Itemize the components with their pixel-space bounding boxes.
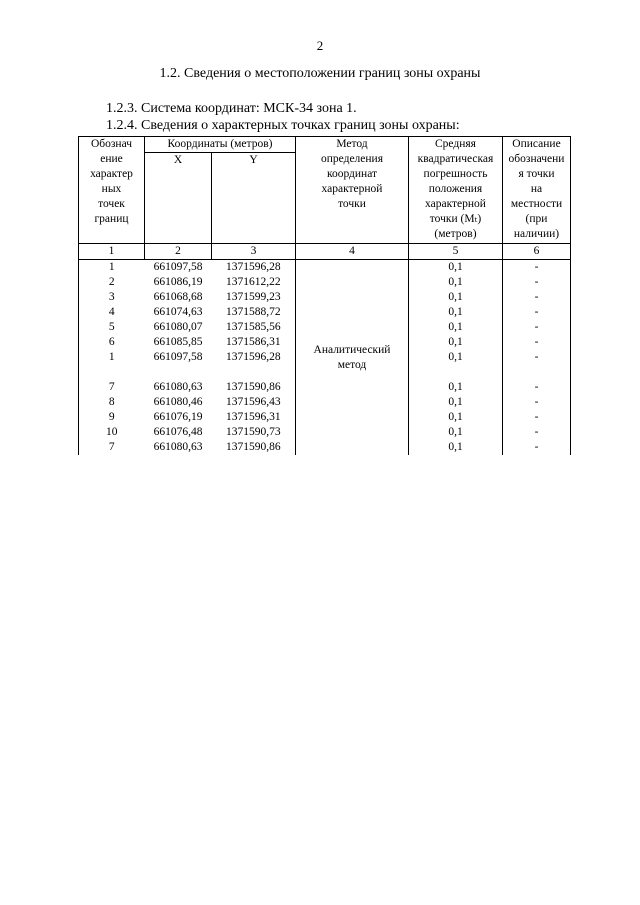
header-line: погрешность [423,168,488,180]
y-cell: 1371599,23 [212,290,296,305]
column-number-3: 3 [212,244,296,260]
header-line: местности [510,198,563,210]
header-line: границ [94,213,129,225]
error-cell: 0,1 [409,350,503,365]
table-body [79,260,571,456]
x-cell: 661076,19 [153,411,203,423]
y-cell: 1371596,43 [212,395,296,410]
description-cell: - [503,260,571,276]
description-cell: - [503,410,571,425]
y-cell: 1371590,73 [212,425,296,440]
description-cell: - [503,350,571,365]
x-cell: 661076,48 [153,426,203,438]
header-line: Описание [512,138,561,150]
y-cell: 1371590,86 [212,380,296,395]
column-number-5: 5 [409,244,503,260]
header-y: Y [212,153,296,244]
x-cell: 661074,63 [153,306,203,318]
header-line: наличии) [513,228,560,240]
error-cell: 0,1 [409,260,503,276]
points-title-line: 1.2.4. Сведения о характерных точках границ зоны охраны: [106,118,460,133]
y-cell: 1371596,31 [212,410,296,425]
error-cell: 0,1 [409,320,503,335]
point-cell: 2 [79,275,145,290]
section-title: 1.2. Сведения о местоположении границ зоны охраны [159,66,481,81]
description-cell: - [503,335,571,350]
header-line: квадратическая [417,153,494,165]
header-line: точек [98,198,125,210]
description-cell: - [503,305,571,320]
header-line: точки (Mₜ) [429,213,482,225]
error-cell: 0,1 [409,410,503,425]
column-number-6: 6 [503,244,571,260]
x-cell: 661080,63 [153,381,203,393]
error-cell: 0,1 [409,305,503,320]
header-line: ных [101,183,122,195]
error-cell: 0,1 [409,380,503,395]
description-cell: - [503,380,571,395]
header-line: координат [326,168,378,180]
header-line: положения [428,183,483,195]
point-cell: 10 [79,425,145,440]
page-number: 2 [316,38,324,53]
error-cell: 0,1 [409,290,503,305]
header-line: Метод [336,138,368,150]
point-cell: 1 [79,260,145,276]
header-line: ение [100,153,123,165]
error-cell: 0,1 [409,440,503,455]
header-method [296,137,409,244]
header-line: обозначени [508,153,565,165]
description-cell: - [503,290,571,305]
column-number-1: 1 [79,244,145,260]
column-number-2: 2 [145,244,212,260]
header-line: на [530,183,543,195]
point-cell: 1 [79,350,145,365]
coord-system-line: 1.2.3. Система координат: МСК-34 зона 1. [106,101,357,116]
header-line: я точки [518,168,555,180]
error-cell: 0,1 [409,395,503,410]
point-cell: 4 [79,305,145,320]
method-line: метод [337,358,367,371]
header-description [503,137,571,244]
y-cell: 1371596,28 [212,260,296,276]
error-cell [409,365,503,380]
header-line: Средняя [435,138,476,150]
header-line: точки [338,198,366,210]
header-x: X [145,153,212,244]
point-cell: 3 [79,290,145,305]
method-line: Аналитический [313,343,391,356]
header-error [409,137,503,244]
point-cell [79,365,145,380]
y-cell [212,365,296,380]
header-coordinates: Координаты (метров) [145,137,296,153]
x-cell: 661080,46 [153,396,203,408]
boundary-points-table [78,136,571,455]
table-row [79,260,571,276]
description-cell [503,365,571,380]
y-cell: 1371586,31 [212,335,296,350]
y-cell: 1371596,28 [212,350,296,365]
description-cell: - [503,395,571,410]
column-numbers-row [79,244,571,260]
header-line: характерной [425,198,486,210]
header-line: Обознач [90,138,133,150]
y-cell: 1371585,56 [212,320,296,335]
x-cell: 661097,58 [153,351,203,363]
description-cell: - [503,320,571,335]
point-cell: 9 [79,410,145,425]
description-cell: - [503,275,571,290]
y-cell: 1371612,22 [212,275,296,290]
x-cell: 661097,58 [153,261,203,273]
x-cell: 661086,19 [153,276,203,288]
error-cell: 0,1 [409,275,503,290]
y-cell: 1371590,86 [212,440,296,455]
error-cell: 0,1 [409,425,503,440]
header-line: (метров) [434,228,477,240]
point-cell: 5 [79,320,145,335]
point-cell: 7 [79,440,145,455]
header-line: определения [320,153,383,165]
x-cell: 661080,07 [153,321,203,333]
point-cell: 7 [79,380,145,395]
description-cell: - [503,440,571,455]
y-cell: 1371588,72 [212,305,296,320]
header-line: (при [525,213,548,225]
header-line: характер [90,168,133,180]
error-cell: 0,1 [409,335,503,350]
x-cell: 661080,63 [153,441,203,453]
x-cell: 661085,85 [153,336,203,348]
column-number-4: 4 [296,244,409,260]
method-cell [296,260,409,456]
header-designation [79,137,145,244]
point-cell: 8 [79,395,145,410]
x-cell: 661068,68 [153,291,203,303]
x-cell [145,365,212,380]
header-line: характерной [321,183,383,195]
description-cell: - [503,425,571,440]
point-cell: 6 [79,335,145,350]
